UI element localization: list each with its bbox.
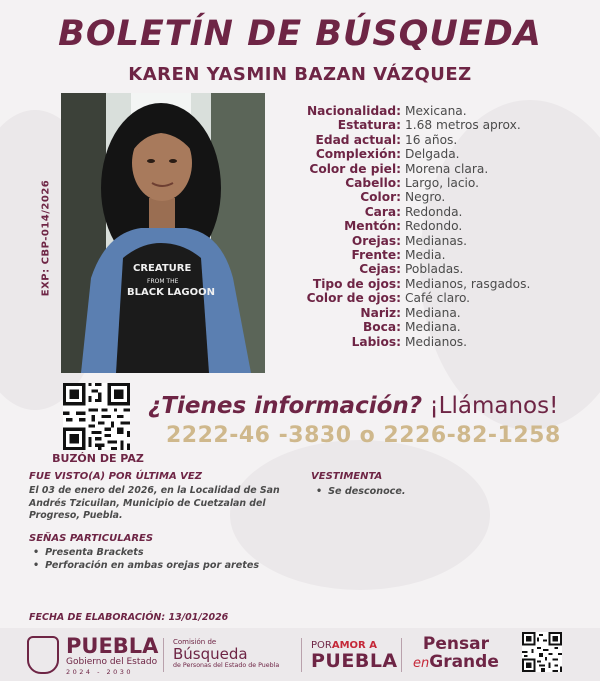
physical-description: [276, 104, 530, 349]
trait-label: Mentón:: [344, 219, 401, 234]
trait-value: Redonda.: [405, 204, 463, 219]
trait-row: [276, 306, 530, 320]
shirt-text-line1: CREATURE: [133, 263, 192, 274]
trait-value: Redondo.: [405, 219, 463, 234]
trait-label: Cabello:: [345, 176, 401, 191]
trait-value: Media.: [405, 248, 446, 263]
trait-row: [276, 190, 530, 204]
trait-row: [276, 104, 530, 118]
trait-value: Delgada.: [405, 147, 460, 162]
marks-list: [33, 546, 259, 572]
trait-label: Estatura:: [337, 118, 401, 133]
trait-value: Pobladas.: [405, 262, 464, 277]
trait-label: Cara:: [364, 204, 401, 219]
trait-row: [276, 162, 530, 176]
pensar-bottom: [413, 653, 499, 673]
poramor-main: PUEBLA: [311, 650, 398, 672]
trait-value: Largo, lacio.: [405, 176, 480, 191]
question-strong: ¿Tienes información?: [148, 393, 423, 419]
trait-label: Cejas:: [359, 262, 401, 277]
elaboration-date: FECHA DE ELABORACIÓN: 13/01/2026: [29, 612, 229, 623]
pensar-grande: Grande: [429, 652, 499, 672]
trait-row: [276, 248, 530, 262]
trait-value: Mediana.: [405, 320, 461, 335]
trait-value: Medianas.: [405, 233, 468, 248]
list-item: • Se desconoce.: [316, 485, 406, 498]
comision-sub: de Personas del Estado de Puebla: [173, 662, 280, 669]
trait-row: [276, 219, 530, 233]
trait-row: [276, 234, 530, 248]
qr-code-icon: [522, 632, 562, 672]
puebla-wordmark: PUEBLA: [66, 634, 159, 658]
trait-value: Negro.: [405, 190, 446, 205]
trait-row: [276, 147, 530, 161]
trait-row: [276, 291, 530, 305]
list-item: • Perforación en ambas orejas por aretes: [33, 559, 259, 572]
buzon-label: BUZÓN DE PAZ: [52, 452, 144, 465]
trait-row: [276, 320, 530, 334]
footer-divider: [163, 638, 164, 672]
bulletin-title: BOLETÍN DE BÚSQUEDA: [58, 14, 542, 54]
marks-heading: SEÑAS PARTICULARES: [29, 533, 154, 544]
trait-label: Tipo de ojos:: [312, 276, 401, 291]
contact-phones[interactable]: 2222-46 -3830 o 2226-82-1258: [166, 423, 561, 448]
state-seal-icon: [27, 636, 59, 674]
pensar-top: Pensar: [422, 634, 489, 654]
question-light: ¡Llámanos!: [429, 393, 559, 419]
trait-label: Complexión:: [315, 147, 401, 162]
trait-label: Nacionalidad:: [306, 104, 401, 118]
expediente-text: EXP: CBP-014/2026: [40, 179, 52, 297]
footer-logos: [0, 628, 600, 681]
clothing-heading: VESTIMENTA: [311, 471, 383, 482]
comision-top: Comisión de: [173, 638, 217, 646]
pensar-en: en: [413, 656, 430, 671]
shirt-text-line2: FROM THE: [147, 278, 179, 285]
contact-question: [148, 393, 558, 419]
pensar-en-grande-logo: [413, 636, 499, 673]
person-photo-illustration: [61, 93, 265, 373]
trait-value: Medianos, rasgados.: [405, 276, 531, 291]
last-seen-heading: FUE VISTO(A) POR ÚLTIMA VEZ: [29, 471, 202, 482]
por-amor-a-puebla-logo: [311, 640, 398, 671]
trait-label: Color:: [360, 190, 401, 205]
clothing-list: [316, 485, 406, 498]
trait-label: Orejas:: [351, 233, 401, 248]
poramor-por: POR: [311, 640, 332, 651]
trait-value: Mediana.: [405, 305, 461, 320]
trait-value: Medianos.: [405, 334, 468, 349]
person-name: KAREN YASMIN BAZAN VÁZQUEZ: [128, 64, 472, 85]
trait-label: Edad actual:: [315, 132, 401, 147]
comision-main: Búsqueda: [173, 645, 248, 663]
trait-row: [276, 133, 530, 147]
trait-label: Frente:: [351, 248, 401, 263]
trait-value: 1.68 metros aprox.: [405, 118, 521, 133]
trait-row: [276, 205, 530, 219]
trait-label: Nariz:: [360, 305, 401, 320]
trait-row: [276, 176, 530, 190]
trait-row: [276, 118, 530, 132]
person-photo: [61, 93, 265, 373]
trait-value: 16 años.: [405, 132, 458, 147]
trait-row: [276, 277, 530, 291]
years-text: 2024 - 2030: [66, 668, 134, 676]
qr-code-icon: [63, 383, 130, 450]
trait-value: Mexicana.: [405, 104, 467, 118]
trait-label: Labios:: [351, 334, 401, 349]
poramor-amor: AMOR A: [331, 640, 377, 651]
shirt-text-line3: BLACK LAGOON: [127, 287, 215, 298]
trait-value: Morena clara.: [405, 161, 489, 176]
trait-label: Color de ojos:: [306, 291, 401, 306]
trait-label: Color de piel:: [309, 161, 401, 176]
footer-divider: [301, 638, 302, 672]
last-seen-text: El 03 de enero del 2026, en la Localidad de San Andrés Tzicuilan, Municipio de Cuetzalan del Progreso, Puebla.: [29, 485, 280, 521]
footer-qr-code[interactable]: [522, 632, 562, 672]
list-item: • Presenta Brackets: [33, 546, 259, 559]
buzon-qr-code[interactable]: [63, 383, 130, 450]
gobierno-text: Gobierno del Estado: [66, 657, 158, 667]
trait-value: Café claro.: [405, 291, 471, 306]
puebla-government-logo: [66, 636, 158, 677]
trait-row: [276, 335, 530, 349]
trait-row: [276, 262, 530, 276]
trait-label: Boca:: [363, 320, 401, 335]
footer-divider: [401, 638, 402, 672]
comision-busqueda-logo: [173, 638, 279, 670]
